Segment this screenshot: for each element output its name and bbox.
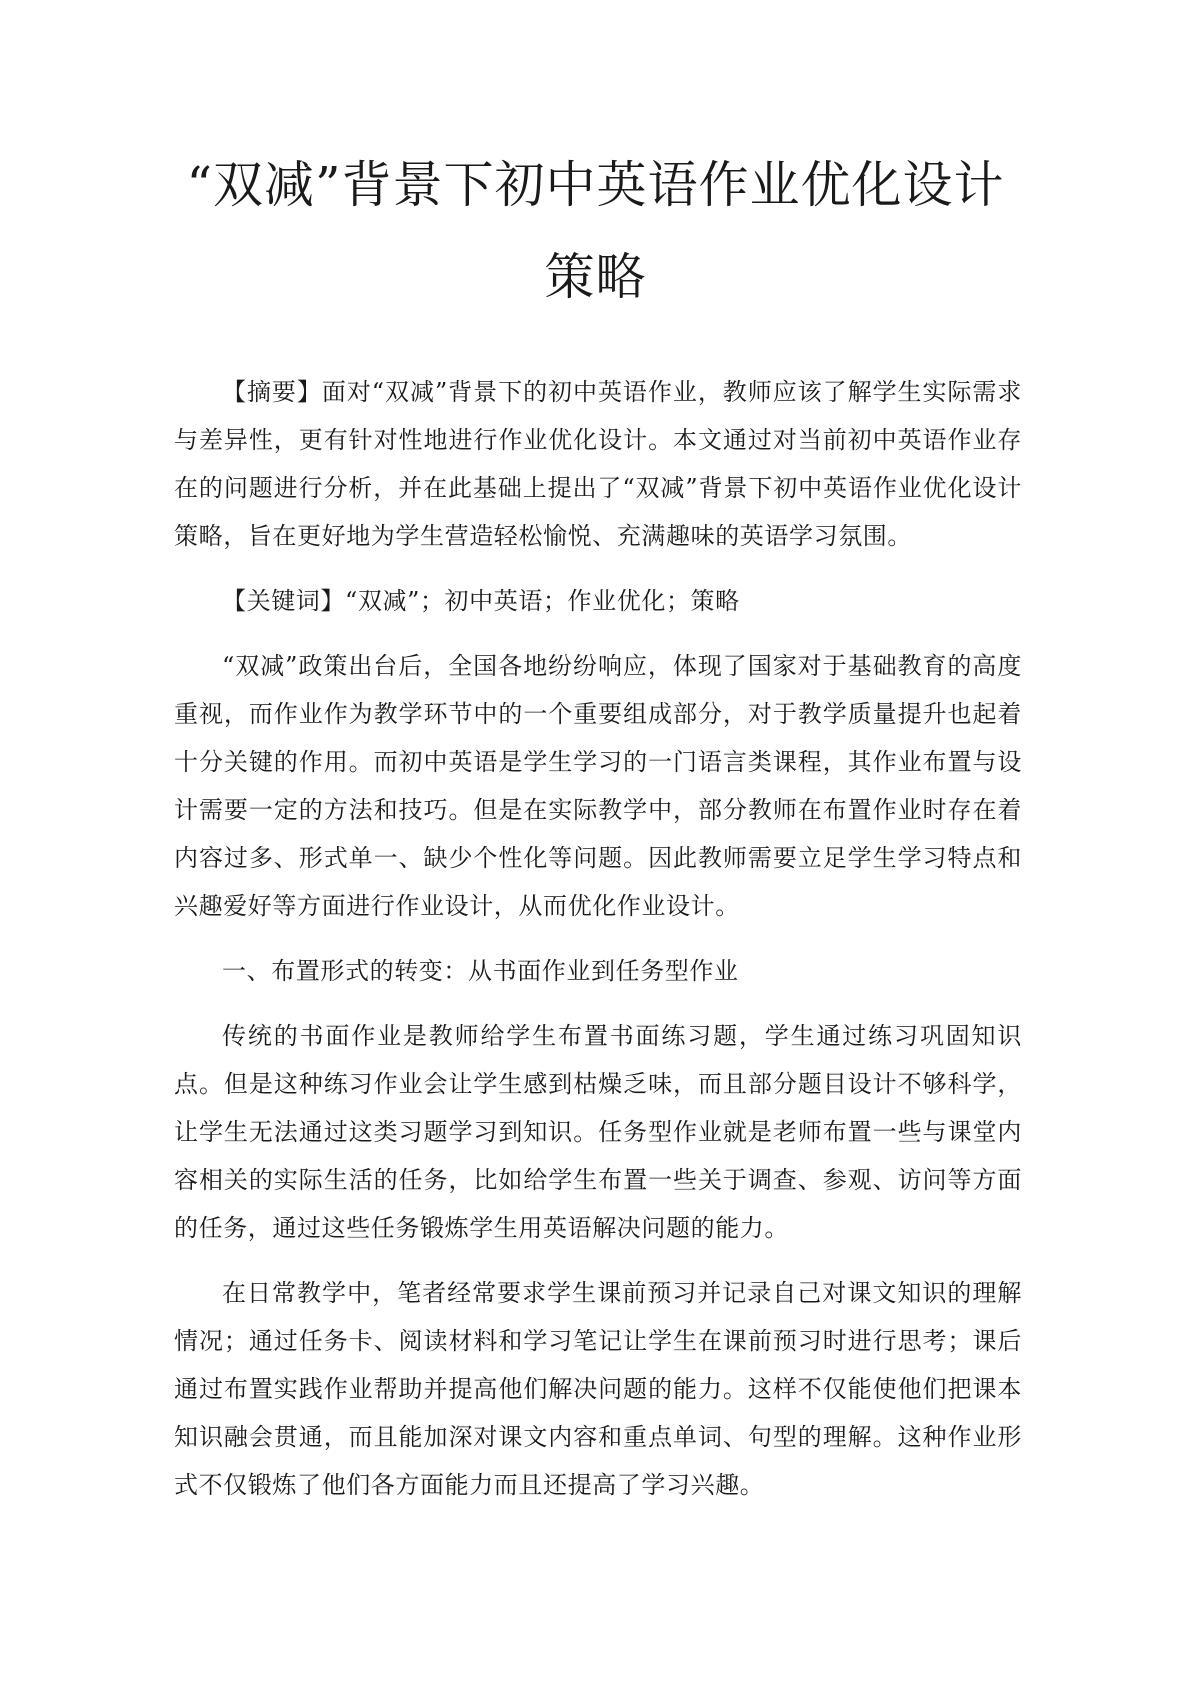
abstract-paragraph: 【摘要】面对“双减”背景下的初中英语作业，教师应该了解学生实际需求与差异性，更有针对性地进行作业优化设计。本文通过对当前初中英语作业存在的问题进行分析，并在此基础上提出了“双减”背景下初中英语作业优化设计策略，旨在更好地为学生营造轻松愉悦、充满趣味的英语学习氛围。 [174,378,1022,550]
intro-paragraph: “双减”政策出台后，全国各地纷纷响应，体现了国家对于基础教育的高度重视，而作业作为教学环节中的一个重要组成部分，对于教学质量提升也起着十分关键的作用。而初中英语是学生学习的一门语言类课程，其作业布置与设计需要一定的方法和技巧。但是在实际教学中，部分教师在布置作业时存在着内容过多、形式单一、缺少个性化等问题。因此教师需要立足学生学习特点和兴趣爱好等方面进行作业设计，从而优化作业设计。 [174,652,1022,920]
document-body [174,368,1022,1509]
section-heading: 一、布置形式的转变：从书面作业到任务型作业 [222,957,739,985]
keywords-paragraph: 【关键词】“双减”；初中英语；作业优化；策略 [222,587,740,615]
document-title-line-1: “双减”背景下初中英语作业优化设计 [186,156,1005,214]
document-title-line-2: 策略 [544,248,647,306]
section-paragraph-2: 在日常教学中，笔者经常要求学生课前预习并记录自己对课文知识的理解情况；通过任务卡、阅读材料和学习笔记让学生在课前预习时进行思考；课后通过布置实践作业帮助并提高他们解决问题的能力。这样不仅能使他们把课本知识融会贯通，而且能加深对课文内容和重点单词、句型的理解。这种作业形式不仅锻炼了他们各方面能力而且还提高了学习兴趣。 [174,1279,1022,1499]
section-paragraph-1: 传统的书面作业是教师给学生布置书面练习题，学生通过练习巩固知识点。但是这种练习作业会让学生感到枯燥乏味，而且部分题目设计不够科学，让学生无法通过这类习题学习到知识。任务型作业就是老师布置一些与课堂内容相关的实际生活的任务，比如给学生布置一些关于调查、参观、访问等方面的任务，通过这些任务锻炼学生用英语解决问题的能力。 [174,1022,1022,1242]
